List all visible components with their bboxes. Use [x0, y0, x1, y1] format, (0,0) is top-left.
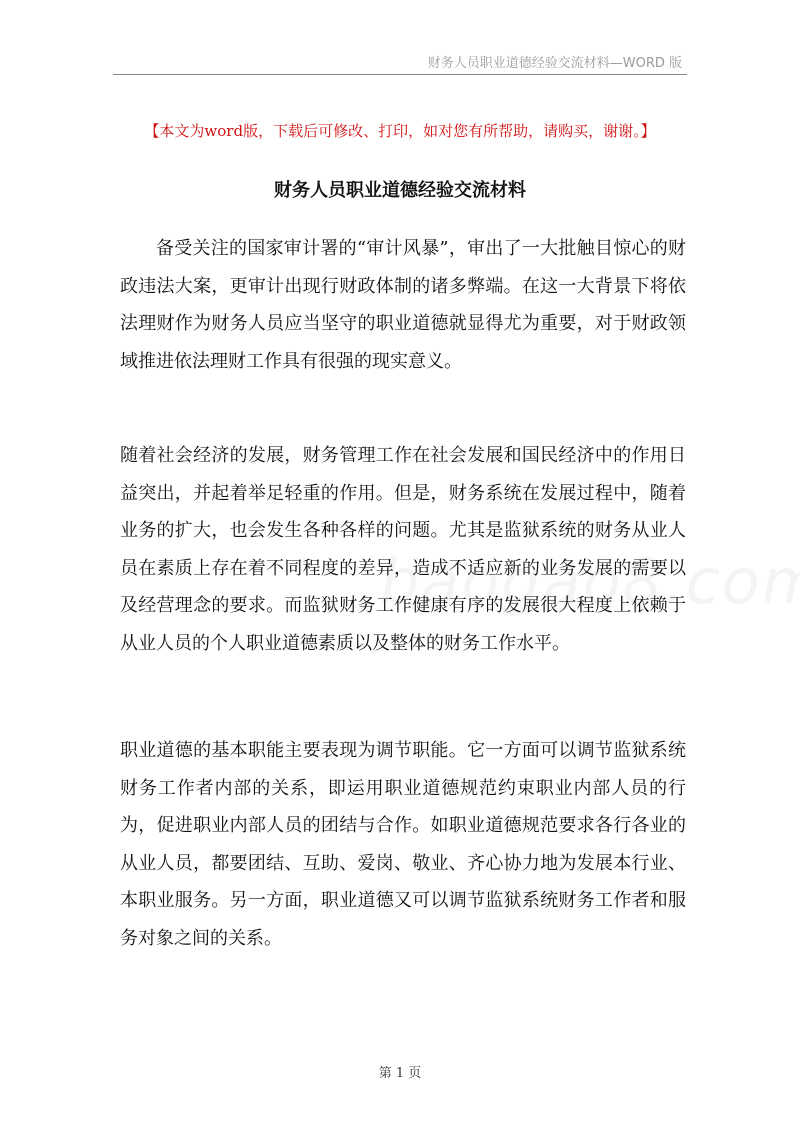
watermark [380, 545, 800, 618]
paragraph-1: 备受关注的国家审计署的“审计风暴”，审出了一大批触目惊心的财政违法大案，更审计出现行财政体制的诸多弊端。在这一大背景下将依法理财作为财务人员应当坚守的职业道德就显得尤为重要，对于财政领域推进依法理财工作具有很强的现实意义。 [120, 238, 686, 372]
paragraph-2: 随着社会经济的发展，财务管理工作在社会发展和国民经济中的作用日益突出，并起着举足轻重的作用。但是，财务系统在发展过程中，随着业务的扩大，也会发生各种各样的问题。尤其是监狱系统的财务从业人员在素质上存在着不同程度的差异，造成不适应新的业务发展的需要以及经营理念的要求。而监狱财务工作健康有序的发展很大程度上依赖于从业人员的个人职业道德素质以及整体的财务工作水平。 [120, 445, 686, 654]
running-header: 财务人员职业道德经验交流材料—WORD 版 [427, 56, 682, 71]
page-number: 第 1 页 [378, 1066, 422, 1081]
paragraph-3: 职业道德的基本职能主要表现为调节职能。它一方面可以调节监狱系统财务工作者内部的关系，即运用职业道德规范约束职业内部人员的行为，促进职业内部人员的团结与合作。如职业道德规范要求各行各业的从业人员，都要团结、互助、爱岗、敬业、齐心协力地为发展本行业、本职业服务。另一方面，职业道德又可以调节监狱系统财务工作者和服务对象之间的关系。 [120, 740, 686, 949]
header-rule [113, 74, 687, 75]
download-notice: 【本文为word版，下载后可修改、打印，如对您有所帮助，请购买，谢谢。】 [144, 122, 656, 140]
document-title: 财务人员职业道德经验交流材料 [274, 180, 526, 201]
